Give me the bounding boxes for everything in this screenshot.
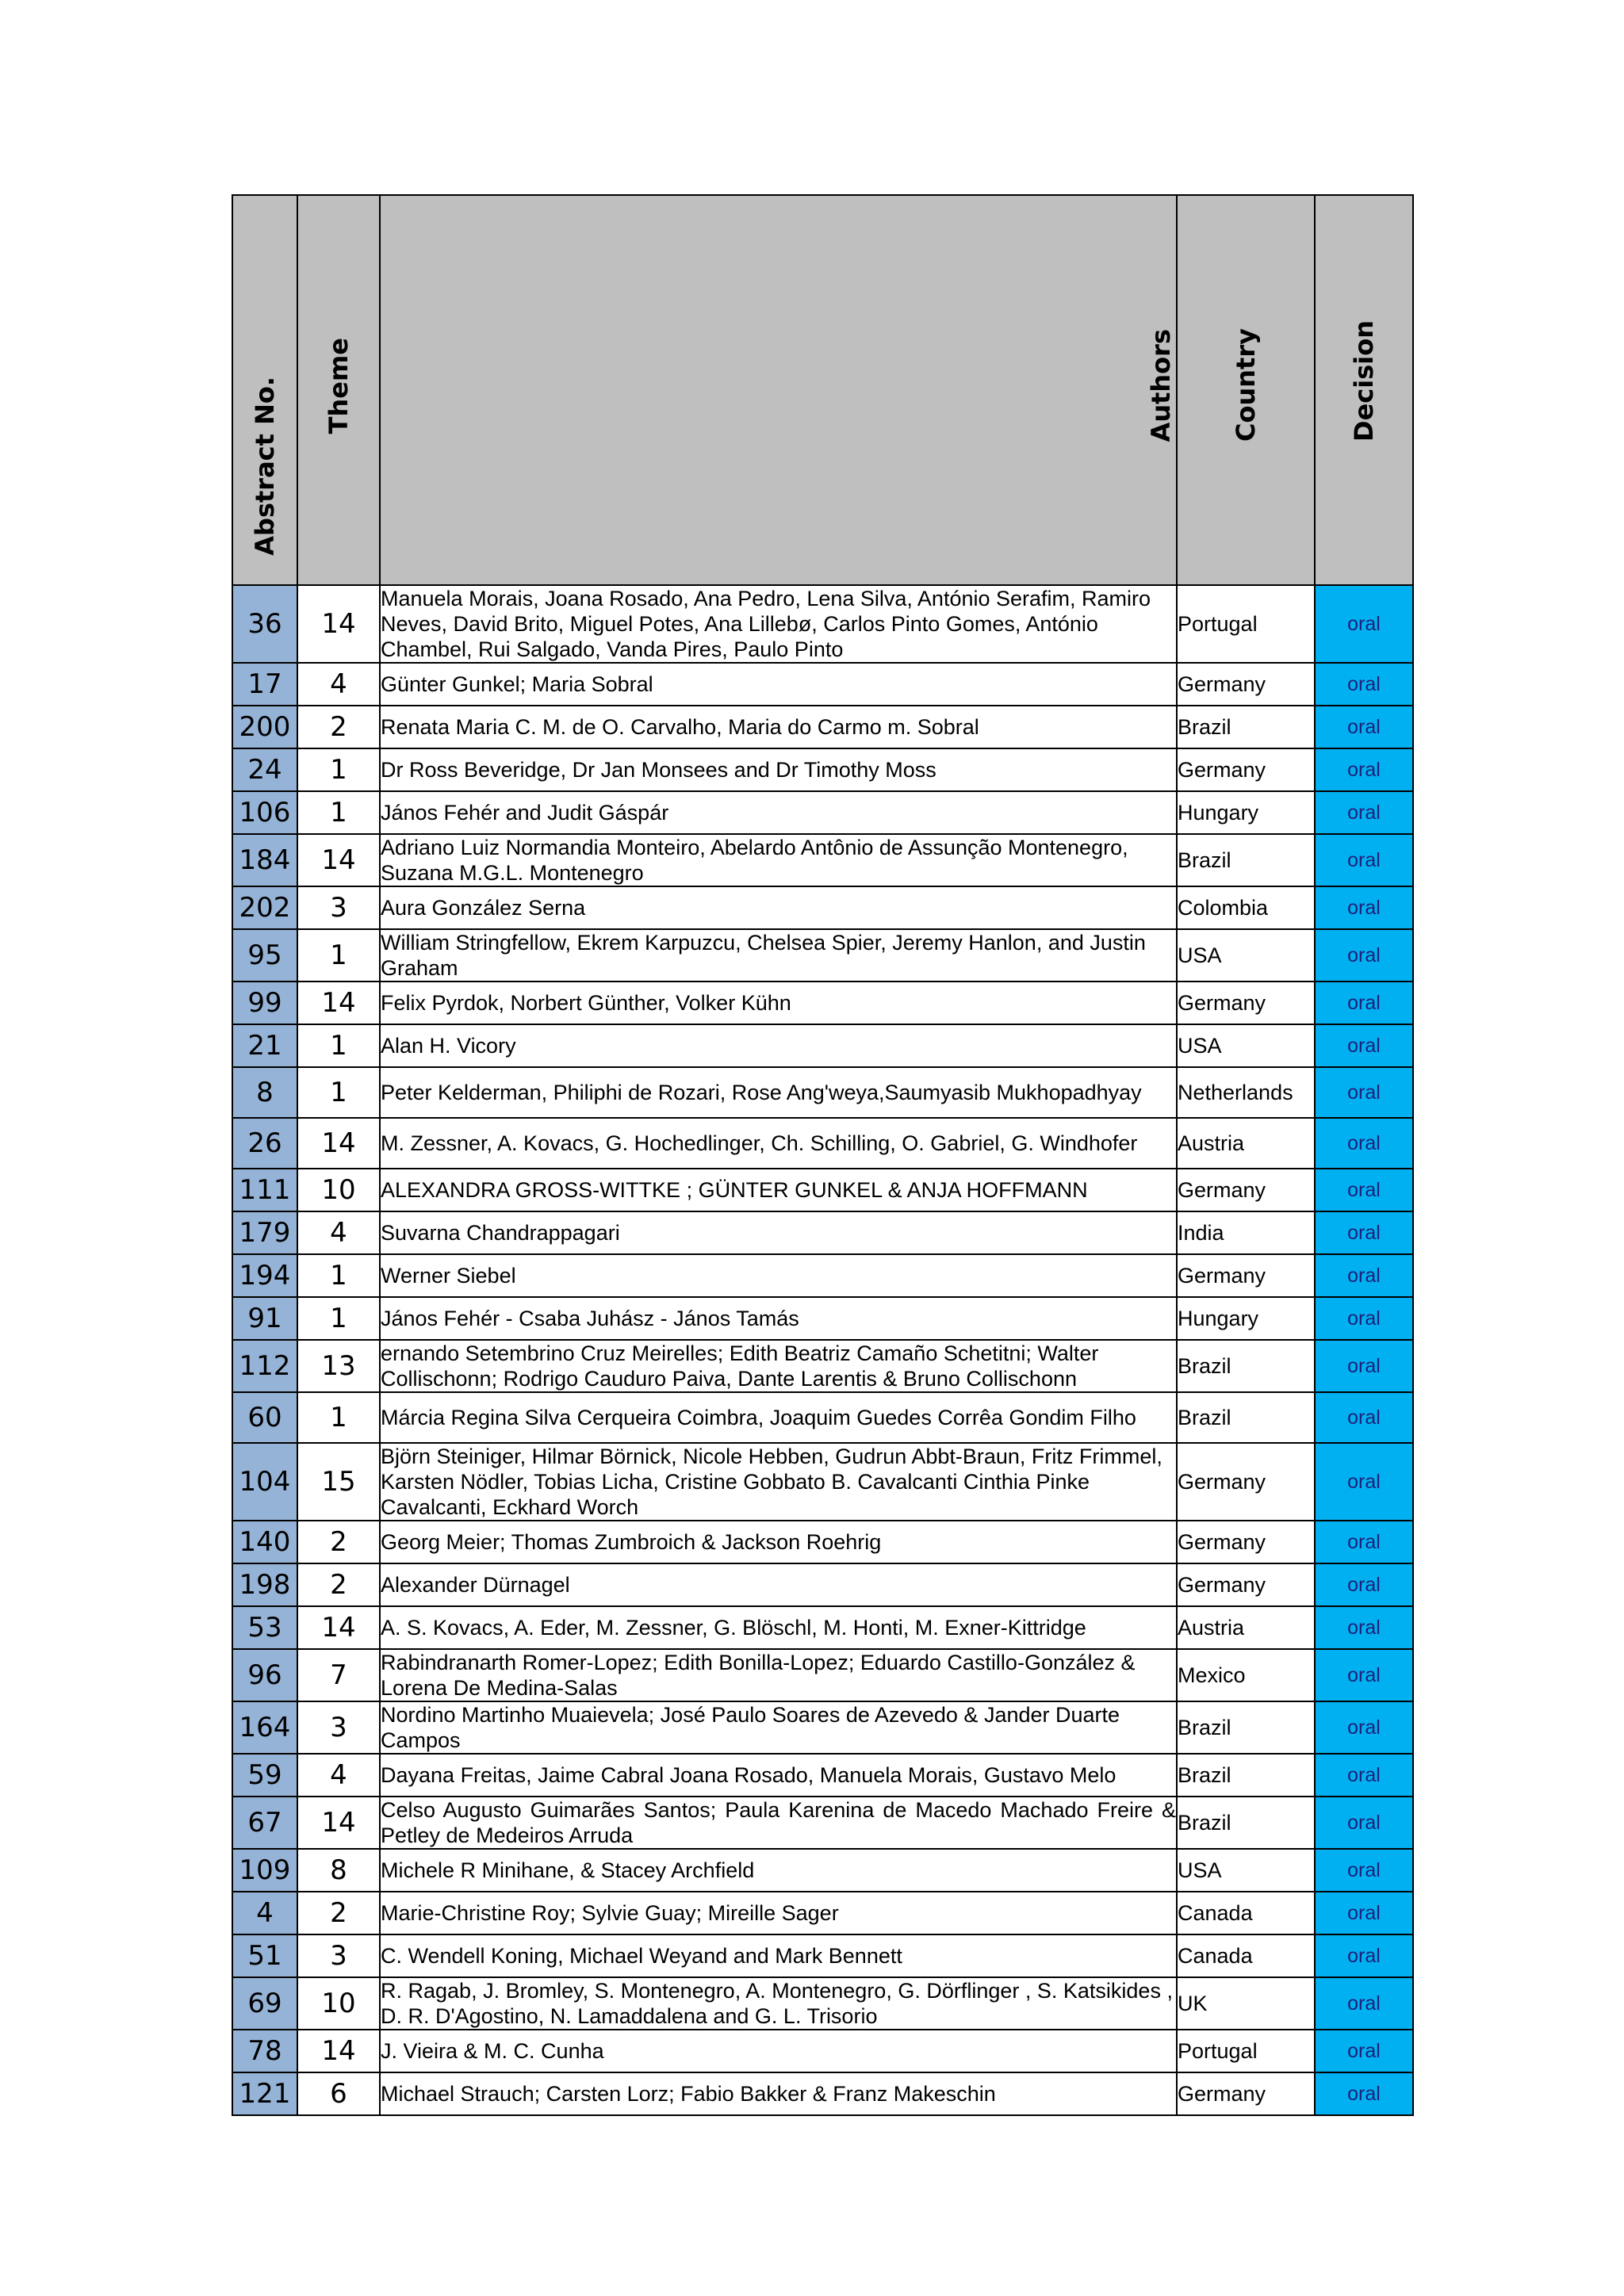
decision-cell: oral [1315,1067,1413,1118]
abstract-no-cell: 111 [232,1169,297,1211]
decision-cell: oral [1315,929,1413,982]
abstract-no-cell: 95 [232,929,297,982]
authors-cell: Renata Maria C. M. de O. Carvalho, Maria do Carmo m. Sobral [380,706,1177,748]
theme-cell: 1 [297,748,380,791]
country-cell: Brazil [1177,834,1315,886]
theme-cell: 14 [297,2030,380,2072]
table-row [232,2072,1413,2115]
table-row [232,791,1413,834]
authors-cell: Günter Gunkel; Maria Sobral [380,663,1177,706]
country-cell: Canada [1177,1892,1315,1934]
abstract-no-cell: 96 [232,1649,297,1701]
abstract-no-cell: 109 [232,1849,297,1892]
country-cell: USA [1177,1849,1315,1892]
abstract-no-cell: 194 [232,1254,297,1297]
abstract-no-cell: 69 [232,1977,297,2030]
country-cell: Brazil [1177,1340,1315,1392]
abstract-no-cell: 140 [232,1521,297,1563]
abstract-no-cell: 106 [232,791,297,834]
country-cell: Brazil [1177,706,1315,748]
decision-cell: oral [1315,1977,1413,2030]
theme-cell: 14 [297,834,380,886]
authors-cell: M. Zessner, A. Kovacs, G. Hochedlinger, Ch. Schilling, O. Gabriel, G. Windhofer [380,1118,1177,1169]
theme-cell: 1 [297,1392,380,1443]
theme-cell: 1 [297,1254,380,1297]
theme-cell: 4 [297,1211,380,1254]
abstract-no-cell: 112 [232,1340,297,1392]
abstract-no-cell: 164 [232,1701,297,1754]
table-row [232,1892,1413,1934]
authors-cell: Suvarna Chandrappagari [380,1211,1177,1254]
header-country: Country [1177,195,1315,585]
abstract-no-cell: 91 [232,1297,297,1340]
decision-cell: oral [1315,1521,1413,1563]
table-row [232,585,1413,663]
table-row [232,748,1413,791]
country-cell: Germany [1177,663,1315,706]
header-authors: Authors [380,195,1177,585]
table-row [232,1067,1413,1118]
abstract-no-cell: 4 [232,1892,297,1934]
table-row [232,1849,1413,1892]
country-cell: Mexico [1177,1649,1315,1701]
table-row [232,1211,1413,1254]
country-cell: USA [1177,929,1315,982]
country-cell: Austria [1177,1118,1315,1169]
theme-cell: 14 [297,1797,380,1849]
abstract-no-cell: 26 [232,1118,297,1169]
decision-cell: oral [1315,1118,1413,1169]
authors-cell: János Fehér - Csaba Juhász - János Tamás [380,1297,1177,1340]
header-decision: Decision [1315,195,1413,585]
abstract-no-cell: 59 [232,1754,297,1797]
country-cell: Brazil [1177,1797,1315,1849]
country-cell: Colombia [1177,886,1315,929]
authors-cell: ernando Setembrino Cruz Meirelles; Edith Beatriz Camaño Schetitni; Walter Collischonn; Rodrigo Cauduro Paiva, Dante Larentis & Bruno Collischonn [380,1340,1177,1392]
decision-cell: oral [1315,1934,1413,1977]
table-row [232,1297,1413,1340]
abstract-no-cell: 104 [232,1443,297,1521]
decision-cell: oral [1315,1024,1413,1067]
country-cell: Austria [1177,1606,1315,1649]
table-row [232,1934,1413,1977]
abstract-no-cell: 99 [232,982,297,1024]
decision-cell: oral [1315,982,1413,1024]
authors-cell: Celso Augusto Guimarães Santos; Paula Karenina de Macedo Machado Freire & Petley de Medeiros Arruda [381,1798,1176,1847]
decision-cell: oral [1315,748,1413,791]
table-row [232,1797,1413,1849]
theme-cell: 2 [297,1563,380,1606]
decision-cell: oral [1315,2072,1413,2115]
decision-cell: oral [1315,1340,1413,1392]
decision-cell: oral [1315,1392,1413,1443]
country-cell: Brazil [1177,1701,1315,1754]
theme-cell: 8 [297,1849,380,1892]
table-row [232,706,1413,748]
country-cell: Hungary [1177,1297,1315,1340]
authors-cell: Dayana Freitas, Jaime Cabral Joana Rosado, Manuela Morais, Gustavo Melo [380,1754,1177,1797]
table-row [232,1118,1413,1169]
table-row [232,1521,1413,1563]
decision-cell: oral [1315,1254,1413,1297]
abstract-no-cell: 8 [232,1067,297,1118]
theme-cell: 3 [297,1701,380,1754]
country-cell: USA [1177,1024,1315,1067]
authors-cell: Marie-Christine Roy; Sylvie Guay; Mireille Sager [380,1892,1177,1934]
abstract-no-cell: 24 [232,748,297,791]
decision-cell: oral [1315,886,1413,929]
abstracts-table [232,194,1414,2116]
authors-cell: Rabindranarth Romer-Lopez; Edith Bonilla-Lopez; Eduardo Castillo-González & Lorena De Medina-Salas [380,1649,1177,1701]
decision-cell: oral [1315,706,1413,748]
decision-cell: oral [1315,1701,1413,1754]
country-cell: Germany [1177,1254,1315,1297]
theme-cell: 4 [297,663,380,706]
abstract-no-cell: 67 [232,1797,297,1849]
authors-cell: Georg Meier; Thomas Zumbroich & Jackson Roehrig [380,1521,1177,1563]
authors-cell: János Fehér and Judit Gáspár [380,791,1177,834]
abstract-no-cell: 53 [232,1606,297,1649]
authors-cell: A. S. Kovacs, A. Eder, M. Zessner, G. Blöschl, M. Honti, M. Exner-Kittridge [380,1606,1177,1649]
table-row [232,1392,1413,1443]
decision-cell: oral [1315,1649,1413,1701]
table-row [232,1254,1413,1297]
abstract-no-cell: 200 [232,706,297,748]
table-row [232,1169,1413,1211]
theme-cell: 14 [297,585,380,663]
theme-cell: 2 [297,1892,380,1934]
theme-cell: 1 [297,929,380,982]
abstract-no-cell: 51 [232,1934,297,1977]
authors-cell: Márcia Regina Silva Cerqueira Coimbra, Joaquim Guedes Corrêa Gondim Filho [380,1392,1177,1443]
abstract-no-cell: 78 [232,2030,297,2072]
table-row [232,1754,1413,1797]
table-row [232,929,1413,982]
decision-cell: oral [1315,1849,1413,1892]
abstract-no-cell: 202 [232,886,297,929]
decision-cell: oral [1315,1563,1413,1606]
theme-cell: 1 [297,1024,380,1067]
authors-cell: Peter Kelderman, Philiphi de Rozari, Rose Ang'weya,Saumyasib Mukhopadhyay [380,1067,1177,1118]
decision-cell: oral [1315,1297,1413,1340]
authors-cell: Alexander Dürnagel [380,1563,1177,1606]
decision-cell: oral [1315,2030,1413,2072]
theme-cell: 2 [297,706,380,748]
authors-cell: Björn Steiniger, Hilmar Börnick, Nicole Hebben, Gudrun Abbt-Braun, Fritz Frimmel, Karsten Nödler, Tobias Licha, Cristine Gobbato B. Cavalcanti Cinthia Pinke Cavalcanti, Eckhard Worch [380,1443,1177,1521]
country-cell: Germany [1177,1563,1315,1606]
country-cell: Portugal [1177,2030,1315,2072]
decision-cell: oral [1315,1169,1413,1211]
decision-cell: oral [1315,834,1413,886]
abstract-no-cell: 179 [232,1211,297,1254]
theme-cell: 10 [297,1169,380,1211]
country-cell: Germany [1177,2072,1315,2115]
country-cell: Germany [1177,748,1315,791]
country-cell: Hungary [1177,791,1315,834]
theme-cell: 3 [297,1934,380,1977]
authors-cell: Manuela Morais, Joana Rosado, Ana Pedro, Lena Silva, António Serafim, Ramiro Neves, David Brito, Miguel Potes, Ana Lillebø, Carlos Pinto Gomes, António Chambel, Rui Salgado, Vanda Pires, Paulo Pinto [380,585,1177,663]
authors-cell: Michael Strauch; Carsten Lorz; Fabio Bakker & Franz Makeschin [380,2072,1177,2115]
authors-cell: Dr Ross Beveridge, Dr Jan Monsees and Dr Timothy Moss [380,748,1177,791]
abstract-no-cell: 184 [232,834,297,886]
authors-cell: J. Vieira & M. C. Cunha [380,2030,1177,2072]
abstract-no-cell: 198 [232,1563,297,1606]
authors-cell: Michele R Minihane, & Stacey Archfield [380,1849,1177,1892]
table-row [232,1649,1413,1701]
abstract-no-cell: 17 [232,663,297,706]
country-cell: Brazil [1177,1754,1315,1797]
authors-cell: ALEXANDRA GROSS-WITTKE ; GÜNTER GUNKEL & ANJA HOFFMANN [380,1169,1177,1211]
theme-cell: 1 [297,791,380,834]
authors-cell: Nordino Martinho Muaievela; José Paulo Soares de Azevedo & Jander Duarte Campos [380,1701,1177,1754]
table-row [232,1340,1413,1392]
theme-cell: 13 [297,1340,380,1392]
authors-cell: R. Ragab, J. Bromley, S. Montenegro, A. Montenegro, G. Dörflinger , S. Katsikides , D. R. D'Agostino, N. Lamaddalena and G. L. Trisorio [380,1977,1177,2030]
decision-cell: oral [1315,791,1413,834]
country-cell: Canada [1177,1934,1315,1977]
theme-cell: 7 [297,1649,380,1701]
theme-cell: 15 [297,1443,380,1521]
decision-cell: oral [1315,1606,1413,1649]
table-row [232,2030,1413,2072]
country-cell: Germany [1177,982,1315,1024]
theme-cell: 14 [297,1606,380,1649]
table-row [232,982,1413,1024]
decision-cell: oral [1315,1892,1413,1934]
country-cell: Germany [1177,1521,1315,1563]
abstract-no-cell: 60 [232,1392,297,1443]
decision-cell: oral [1315,1211,1413,1254]
theme-cell: 1 [297,1067,380,1118]
table-row [232,1606,1413,1649]
abstract-no-cell: 36 [232,585,297,663]
table-row [232,1024,1413,1067]
table-row [232,1701,1413,1754]
theme-cell: 2 [297,1521,380,1563]
theme-cell: 6 [297,2072,380,2115]
theme-cell: 10 [297,1977,380,2030]
authors-cell: Alan H. Vicory [380,1024,1177,1067]
authors-cell: C. Wendell Koning, Michael Weyand and Mark Bennett [380,1934,1177,1977]
theme-cell: 4 [297,1754,380,1797]
country-cell: India [1177,1211,1315,1254]
country-cell: Netherlands [1177,1067,1315,1118]
header-abstract-no: Abstract No. [232,195,297,585]
theme-cell: 14 [297,982,380,1024]
table-row [232,663,1413,706]
authors-cell: Adriano Luiz Normandia Monteiro, Abelardo Antônio de Assunção Montenegro, Suzana M.G.L. Montenegro [380,834,1177,886]
authors-cell: Felix Pyrdok, Norbert Günther, Volker Kühn [380,982,1177,1024]
theme-cell: 3 [297,886,380,929]
table-row [232,1563,1413,1606]
theme-cell: 14 [297,1118,380,1169]
table-row [232,834,1413,886]
decision-cell: oral [1315,1797,1413,1849]
header-theme: Theme [297,195,380,585]
decision-cell: oral [1315,1443,1413,1521]
authors-cell: William Stringfellow, Ekrem Karpuzcu, Chelsea Spier, Jeremy Hanlon, and Justin Graham [380,929,1177,982]
abstract-no-cell: 121 [232,2072,297,2115]
decision-cell: oral [1315,663,1413,706]
country-cell: Germany [1177,1169,1315,1211]
decision-cell: oral [1315,1754,1413,1797]
country-cell: Germany [1177,1443,1315,1521]
authors-cell: Aura González Serna [380,886,1177,929]
decision-cell: oral [1315,585,1413,663]
country-cell: UK [1177,1977,1315,2030]
authors-cell: Werner Siebel [380,1254,1177,1297]
table-row [232,886,1413,929]
table-row [232,1977,1413,2030]
country-cell: Brazil [1177,1392,1315,1443]
table-row [232,1443,1413,1521]
header-row [232,195,1413,585]
theme-cell: 1 [297,1297,380,1340]
country-cell: Portugal [1177,585,1315,663]
abstract-no-cell: 21 [232,1024,297,1067]
